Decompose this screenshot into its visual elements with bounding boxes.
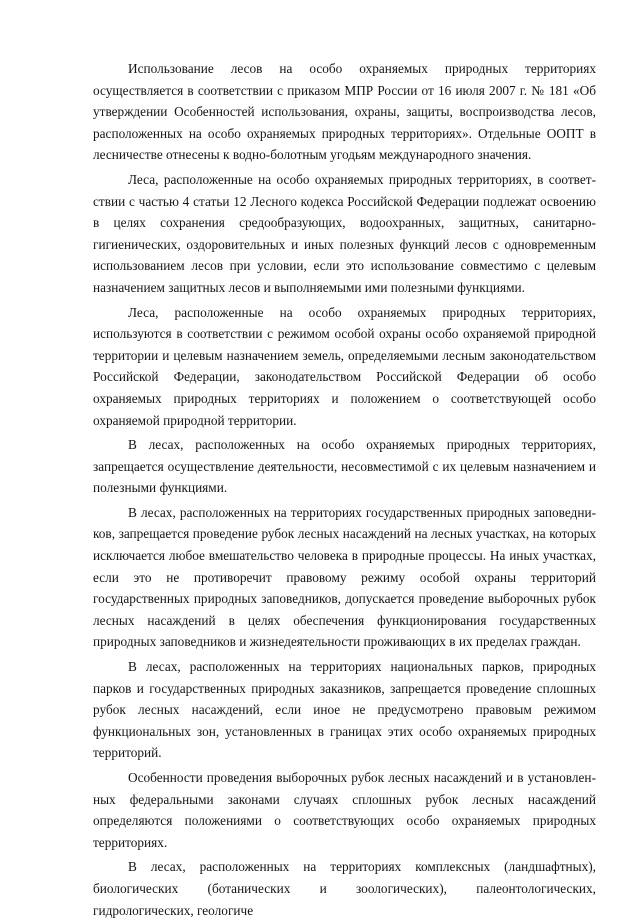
paragraph-complex-reserves: В лесах, расположенных на территориях комплексных (ландшафтных), биологических (ботанических и зоологических), палеонтологических, гидрологических, геологиче <box>93 859 596 918</box>
paragraph-forest-use-order: Использование лесов на особо охраняемых природных территориях осуществляется в соответствии с приказом МПР России от 16 июля 2007 г. № 181 «Об утверждении Особенностей использования, охраны, защиты, воспроизводства лесов, расположенных на особо охраняемых природных территориях». Отдельные ООПТ в лесничестве отнесены к водно-болотным угодьям международного значения. <box>93 61 596 163</box>
paragraph-special-protection-regime: Леса, расположенные на особо охраняемых природных территориях, используются в соответствии с режимом особой охраны особо охраняемой природной территории и целевым назначением земель, определяемыми лесным законодательством Российской Федерации, законодательством Российской Федерации об особо охраняемых природных территориях и положением о соответствующей особо охраняемой природной территории. <box>93 304 596 428</box>
paragraph-forest-code-article-12: Леса, расположенные на особо охраняемых природных территориях, в соответствии с частью 4 статьи 12 Лесного кодекса Российской Федерации подлежат освоению в целях сохранения средообразующих, водоохранных, защитных, санитарно-гигиенических, оздоровительных и иных полезных функций лесов с одновременным использованием лесов при условии, если это использование совместимо с целевым назначением защитных лесов и выполняемыми ими полезными функциями. <box>93 171 596 295</box>
paragraph-prohibited-activities: В лесах, расположенных на особо охраняемых природных территориях, запрещается осуществление деятельности, несовместимой с их целевым назначением и полезными функциями. <box>93 437 596 496</box>
paragraph-selective-felling: Особенности проведения выборочных рубок лесных насаждений и в установленных федеральными законами случаях сплошных рубок лесных насаждений определяются положениями о соответствующих особо охраняемых природных территориях. <box>93 770 596 850</box>
document-body <box>93 58 596 924</box>
paragraph-national-parks: В лесах, расположенных на территориях национальных парков, природных парков и государственных природных заказников, запрещается проведение сплошных рубок лесных насаждений, если иное не предусмотрено правовым режимом функциональных зон, установленных в границах этих особо охраняемых природных территорий. <box>93 659 596 761</box>
paragraph-nature-reserves: В лесах, расположенных на территориях государственных природных заповедников, запрещается проведение рубок лесных насаждений на лесных участках, на которых исключается любое вмешательство человека в природные процессы. На иных участках, если это не противоречит правовому режиму особой охраны территорий государственных природных заповедников, допускается проведение выборочных рубок лесных насаждений в целях обеспечения функционирования государственных природных заповедников и жизнедеятельности проживающих в их пределах граждан. <box>93 504 596 650</box>
